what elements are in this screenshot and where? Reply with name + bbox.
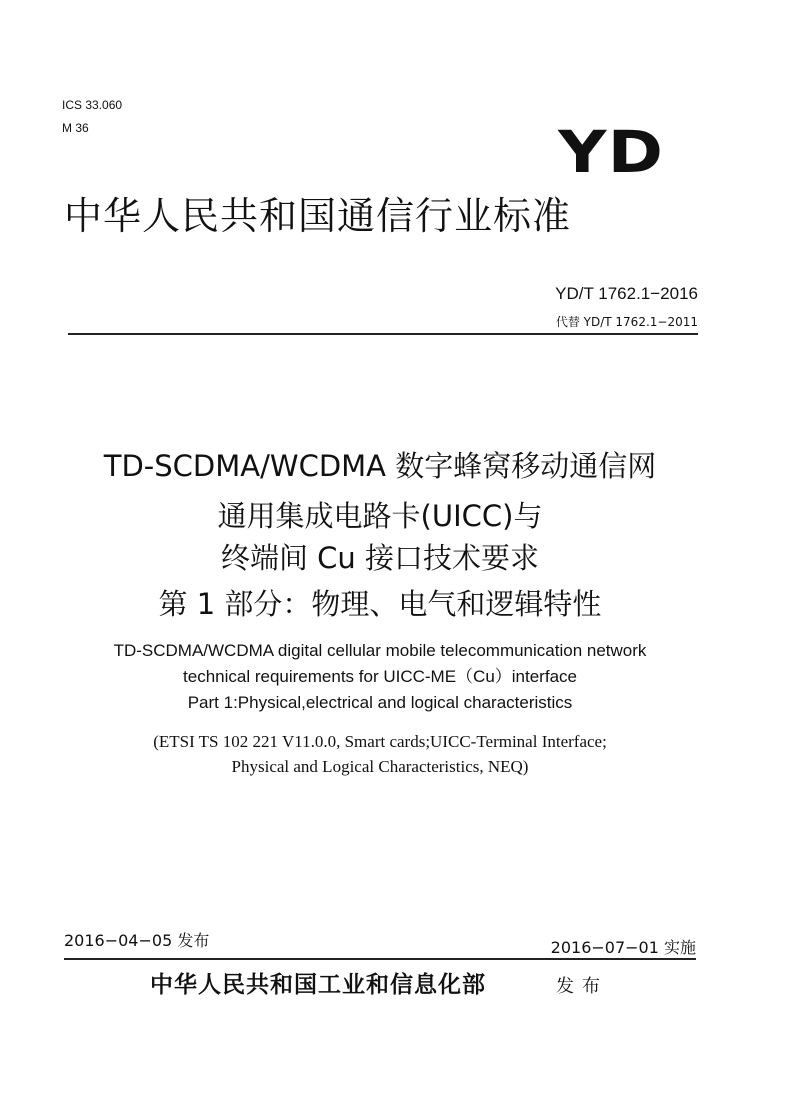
publish-label: 发布 (556, 976, 608, 997)
title-en-line-2: technical requirements for UICC-ME（Cu）interface (183, 667, 577, 686)
replaces-standard: 代替 YD/T 1762.1−2011 (555, 315, 698, 329)
title-en-line-1: TD-SCDMA/WCDMA digital cellular mobile telecommunication network (113, 641, 647, 660)
footer-divider (64, 958, 696, 960)
standard-category-title: 中华人民共和国通信行业标准 (64, 194, 572, 238)
ics-code: ICS 33.060 (62, 98, 123, 112)
implementation-date: 2016−07−01 实施 (550, 938, 696, 957)
header-divider (68, 333, 698, 335)
title-zh-line-1: TD-SCDMA/WCDMA 数字蜂窝移动通信网 (103, 449, 657, 483)
standard-number: YD/T 1762.1−2016 (555, 284, 698, 303)
title-zh-line-4: 第 1 部分：物理、电气和逻辑特性 (158, 587, 602, 621)
classification-code: M 36 (62, 121, 89, 135)
issue-date: 2016−04−05 发布 (64, 931, 210, 950)
title-zh-line-2: 通用集成电路卡(UICC)与 (217, 499, 543, 533)
yd-logo: YD (558, 118, 664, 186)
reference-line-1: (ETSI TS 102 221 V11.0.0, Smart cards;UICC-Terminal Interface; (153, 732, 607, 751)
publisher-name: 中华人民共和国工业和信息化部 (150, 971, 486, 998)
title-zh-line-3: 终端间 Cu 接口技术要求 (220, 541, 540, 575)
reference-line-2: Physical and Logical Characteristics, NEQ) (231, 757, 529, 776)
title-en-line-3: Part 1:Physical,electrical and logical characteristics (187, 693, 573, 712)
